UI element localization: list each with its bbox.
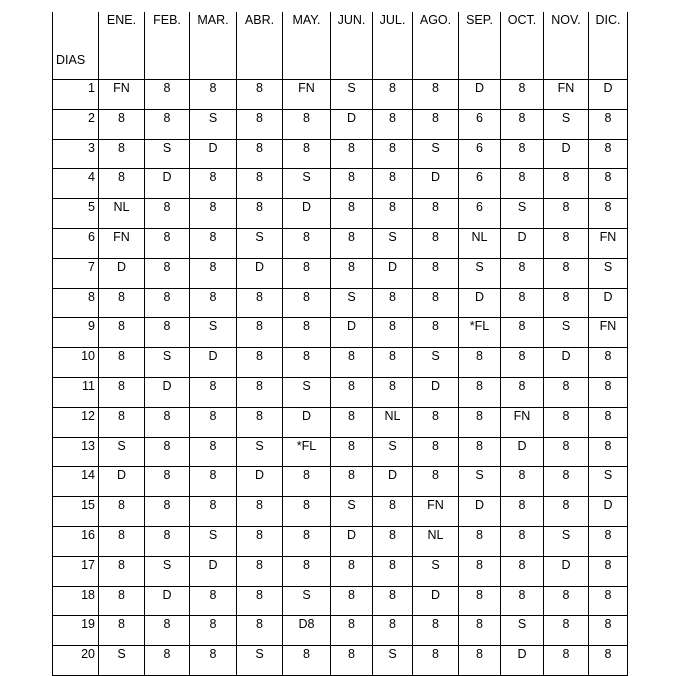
table-cell: 8 xyxy=(589,199,628,229)
table-cell: 8 xyxy=(373,109,413,139)
table-cell: S xyxy=(413,556,459,586)
table-cell: 8 xyxy=(190,586,237,616)
table-cell: 8 xyxy=(589,556,628,586)
day-number: 7 xyxy=(53,258,99,288)
table-cell: D xyxy=(501,646,544,676)
table-cell: 8 xyxy=(237,616,283,646)
table-cell: 8 xyxy=(283,497,331,527)
table-cell: 8 xyxy=(589,586,628,616)
table-cell: 8 xyxy=(413,228,459,258)
table-cell: 8 xyxy=(237,526,283,556)
table-cell: 6 xyxy=(459,169,501,199)
table-cell: 8 xyxy=(99,556,145,586)
table-cell: 8 xyxy=(145,407,190,437)
table-cell: D xyxy=(501,437,544,467)
table-cell: 8 xyxy=(331,467,373,497)
table-cell: 8 xyxy=(145,437,190,467)
table-cell: S xyxy=(283,169,331,199)
table-cell: 8 xyxy=(373,526,413,556)
day-number: 8 xyxy=(53,288,99,318)
table-cell: 8 xyxy=(459,616,501,646)
table-cell: 8 xyxy=(283,526,331,556)
table-cell: D xyxy=(331,109,373,139)
table-cell: NL xyxy=(99,199,145,229)
table-cell: S xyxy=(589,467,628,497)
table-cell: FN xyxy=(283,80,331,110)
day-number: 10 xyxy=(53,348,99,378)
table-cell: 8 xyxy=(589,526,628,556)
table-row xyxy=(53,437,628,467)
table-cell: 8 xyxy=(413,646,459,676)
table-cell: 8 xyxy=(190,258,237,288)
table-cell: 8 xyxy=(145,80,190,110)
table-cell: 8 xyxy=(501,169,544,199)
table-cell: 8 xyxy=(373,80,413,110)
table-cell: 8 xyxy=(145,288,190,318)
table-cell: 8 xyxy=(283,258,331,288)
table-cell: D xyxy=(99,258,145,288)
table-cell: 8 xyxy=(544,616,589,646)
table-cell: *FL xyxy=(283,437,331,467)
day-number: 14 xyxy=(53,467,99,497)
table-cell: D xyxy=(283,199,331,229)
table-cell: 8 xyxy=(501,109,544,139)
table-cell: S xyxy=(589,258,628,288)
table-cell: 8 xyxy=(413,199,459,229)
table-cell: 8 xyxy=(331,169,373,199)
table-cell: 8 xyxy=(99,109,145,139)
table-cell: 8 xyxy=(373,556,413,586)
table-cell: S xyxy=(544,318,589,348)
table-cell: S xyxy=(544,109,589,139)
table-cell: D xyxy=(237,467,283,497)
month-header: DIC. xyxy=(589,12,628,80)
table-cell: 8 xyxy=(589,377,628,407)
day-number: 13 xyxy=(53,437,99,467)
table-cell: 8 xyxy=(99,407,145,437)
table-cell: 8 xyxy=(589,407,628,437)
table-cell: 8 xyxy=(459,407,501,437)
month-header: NOV. xyxy=(544,12,589,80)
table-cell: 8 xyxy=(237,348,283,378)
table-cell: 8 xyxy=(237,80,283,110)
day-number: 2 xyxy=(53,109,99,139)
table-cell: 8 xyxy=(501,377,544,407)
table-cell: D xyxy=(589,288,628,318)
table-cell: S xyxy=(413,139,459,169)
table-cell: 8 xyxy=(190,199,237,229)
table-cell: S xyxy=(145,348,190,378)
day-number: 16 xyxy=(53,526,99,556)
table-cell: 8 xyxy=(501,288,544,318)
table-cell: 8 xyxy=(331,377,373,407)
table-cell: NL xyxy=(373,407,413,437)
table-cell: 8 xyxy=(544,258,589,288)
table-cell: 8 xyxy=(283,139,331,169)
table-cell: S xyxy=(373,228,413,258)
table-cell: 8 xyxy=(331,407,373,437)
table-row xyxy=(53,109,628,139)
table-cell: S xyxy=(145,556,190,586)
table-row xyxy=(53,616,628,646)
table-cell: 8 xyxy=(413,467,459,497)
table-row xyxy=(53,407,628,437)
table-cell: 8 xyxy=(99,348,145,378)
table-cell: S xyxy=(190,109,237,139)
table-row xyxy=(53,318,628,348)
table-cell: 8 xyxy=(501,526,544,556)
table-cell: 8 xyxy=(190,437,237,467)
table-cell: 8 xyxy=(589,646,628,676)
table-cell: 8 xyxy=(459,377,501,407)
table-cell: FN xyxy=(99,228,145,258)
table-cell: S xyxy=(501,616,544,646)
table-cell: 8 xyxy=(501,318,544,348)
table-cell: 8 xyxy=(501,586,544,616)
table-cell: D xyxy=(544,348,589,378)
table-row xyxy=(53,526,628,556)
day-number: 11 xyxy=(53,377,99,407)
table-row xyxy=(53,586,628,616)
table-cell: S xyxy=(190,526,237,556)
table-cell: 8 xyxy=(145,616,190,646)
table-cell: 8 xyxy=(99,169,145,199)
table-cell: 6 xyxy=(459,109,501,139)
day-number: 12 xyxy=(53,407,99,437)
table-cell: 8 xyxy=(544,586,589,616)
day-number: 17 xyxy=(53,556,99,586)
table-cell: S xyxy=(459,467,501,497)
table-cell: 8 xyxy=(413,80,459,110)
table-row xyxy=(53,467,628,497)
table-cell: 8 xyxy=(190,497,237,527)
table-cell: 8 xyxy=(589,616,628,646)
table-row xyxy=(53,199,628,229)
table-cell: 8 xyxy=(283,109,331,139)
table-cell: FN xyxy=(99,80,145,110)
table-cell: 8 xyxy=(373,199,413,229)
table-row xyxy=(53,139,628,169)
table-cell: 8 xyxy=(237,556,283,586)
table-cell: *FL xyxy=(459,318,501,348)
table-cell: S xyxy=(283,377,331,407)
table-cell: 8 xyxy=(544,199,589,229)
table-cell: 8 xyxy=(373,586,413,616)
day-number: 18 xyxy=(53,586,99,616)
day-number: 9 xyxy=(53,318,99,348)
table-cell: FN xyxy=(589,228,628,258)
table-cell: 8 xyxy=(544,407,589,437)
table-cell: D xyxy=(544,139,589,169)
month-header: OCT. xyxy=(501,12,544,80)
table-cell: D xyxy=(501,228,544,258)
table-cell: 8 xyxy=(373,616,413,646)
table-cell: 8 xyxy=(544,437,589,467)
table-cell: 8 xyxy=(413,258,459,288)
table-cell: 8 xyxy=(501,258,544,288)
table-row xyxy=(53,258,628,288)
table-cell: 8 xyxy=(373,318,413,348)
day-number: 20 xyxy=(53,646,99,676)
table-cell: S xyxy=(145,139,190,169)
table-cell: 8 xyxy=(145,199,190,229)
table-cell: FN xyxy=(413,497,459,527)
table-cell: 8 xyxy=(190,616,237,646)
table-cell: S xyxy=(544,526,589,556)
table-cell: D xyxy=(331,318,373,348)
table-cell: 8 xyxy=(237,586,283,616)
table-cell: 8 xyxy=(544,646,589,676)
table-cell: D xyxy=(190,556,237,586)
table-cell: 8 xyxy=(331,556,373,586)
table-cell: 8 xyxy=(459,526,501,556)
table-cell: D xyxy=(459,288,501,318)
table-cell: 8 xyxy=(544,228,589,258)
table-cell: 8 xyxy=(237,288,283,318)
table-cell: 6 xyxy=(459,139,501,169)
month-header: ENE. xyxy=(99,12,145,80)
table-cell: 8 xyxy=(99,526,145,556)
day-number: 5 xyxy=(53,199,99,229)
month-header: MAR. xyxy=(190,12,237,80)
table-cell: 8 xyxy=(145,526,190,556)
table-cell: 8 xyxy=(544,467,589,497)
table-row xyxy=(53,646,628,676)
table-cell: 8 xyxy=(145,228,190,258)
table-cell: 8 xyxy=(373,139,413,169)
table-cell: D xyxy=(589,80,628,110)
table-cell: 8 xyxy=(459,586,501,616)
table-cell: 8 xyxy=(237,109,283,139)
table-cell: D xyxy=(283,407,331,437)
table-cell: D xyxy=(413,169,459,199)
table-row xyxy=(53,169,628,199)
table-cell: 8 xyxy=(237,169,283,199)
table-cell: S xyxy=(373,437,413,467)
month-header: JUL. xyxy=(373,12,413,80)
table-cell: D xyxy=(237,258,283,288)
table-cell: 8 xyxy=(459,646,501,676)
table-cell: S xyxy=(331,80,373,110)
table-cell: 8 xyxy=(544,169,589,199)
table-cell: S xyxy=(237,437,283,467)
table-cell: D8 xyxy=(283,616,331,646)
table-cell: S xyxy=(373,646,413,676)
table-cell: 8 xyxy=(283,348,331,378)
month-header: AGO. xyxy=(413,12,459,80)
table-cell: 8 xyxy=(190,646,237,676)
month-header: JUN. xyxy=(331,12,373,80)
table-cell: 8 xyxy=(190,377,237,407)
table-row xyxy=(53,288,628,318)
table-cell: D xyxy=(145,169,190,199)
table-cell: 8 xyxy=(413,407,459,437)
table-cell: 8 xyxy=(501,348,544,378)
table-cell: 8 xyxy=(145,258,190,288)
table-cell: 8 xyxy=(145,318,190,348)
table-cell: 8 xyxy=(190,228,237,258)
table-cell: 8 xyxy=(331,437,373,467)
table-cell: 8 xyxy=(145,467,190,497)
table-cell: 8 xyxy=(283,318,331,348)
table-cell: 8 xyxy=(501,80,544,110)
table-cell: 8 xyxy=(589,348,628,378)
month-header: FEB. xyxy=(145,12,190,80)
table-cell: 8 xyxy=(331,646,373,676)
table-cell: D xyxy=(413,586,459,616)
table-cell: 8 xyxy=(413,616,459,646)
table-cell: 8 xyxy=(145,497,190,527)
table-cell: 8 xyxy=(501,467,544,497)
schedule-table xyxy=(52,12,628,676)
table-cell: 8 xyxy=(190,288,237,318)
table-cell: 8 xyxy=(99,318,145,348)
table-cell: 8 xyxy=(373,377,413,407)
table-cell: D xyxy=(99,467,145,497)
table-cell: S xyxy=(99,437,145,467)
day-number: 4 xyxy=(53,169,99,199)
table-cell: 8 xyxy=(589,109,628,139)
table-cell: 8 xyxy=(283,467,331,497)
table-cell: 8 xyxy=(190,407,237,437)
table-cell: D xyxy=(145,377,190,407)
table-cell: 8 xyxy=(459,437,501,467)
table-cell: S xyxy=(190,318,237,348)
day-number: 15 xyxy=(53,497,99,527)
table-row xyxy=(53,556,628,586)
table-cell: 8 xyxy=(331,616,373,646)
table-cell: D xyxy=(145,586,190,616)
table-cell: 8 xyxy=(237,497,283,527)
table-cell: FN xyxy=(544,80,589,110)
table-cell: 8 xyxy=(190,169,237,199)
table-cell: 8 xyxy=(413,318,459,348)
table-cell: D xyxy=(459,80,501,110)
table-cell: 8 xyxy=(589,437,628,467)
table-cell: 8 xyxy=(331,348,373,378)
table-cell: 8 xyxy=(283,228,331,258)
table-cell: 8 xyxy=(413,109,459,139)
dias-header: DIAS xyxy=(53,12,99,80)
table-cell: 8 xyxy=(145,646,190,676)
table-cell: 8 xyxy=(544,377,589,407)
table-cell: 8 xyxy=(413,437,459,467)
table-row xyxy=(53,228,628,258)
table-cell: FN xyxy=(589,318,628,348)
table-cell: 8 xyxy=(459,348,501,378)
day-number: 3 xyxy=(53,139,99,169)
table-cell: 8 xyxy=(373,348,413,378)
table-cell: 8 xyxy=(99,586,145,616)
table-cell: 8 xyxy=(331,586,373,616)
table-cell: 8 xyxy=(283,556,331,586)
table-cell: 8 xyxy=(283,646,331,676)
table-cell: S xyxy=(283,586,331,616)
month-header: MAY. xyxy=(283,12,331,80)
table-cell: 8 xyxy=(501,497,544,527)
table-cell: 8 xyxy=(99,139,145,169)
table-cell: 8 xyxy=(589,169,628,199)
table-cell: 8 xyxy=(99,377,145,407)
table-cell: 8 xyxy=(99,288,145,318)
table-cell: D xyxy=(373,258,413,288)
table-cell: S xyxy=(237,228,283,258)
table-row xyxy=(53,348,628,378)
table-cell: D xyxy=(190,348,237,378)
table-cell: S xyxy=(459,258,501,288)
table-cell: 8 xyxy=(544,497,589,527)
table-cell: S xyxy=(99,646,145,676)
table-cell: D xyxy=(413,377,459,407)
table-cell: 8 xyxy=(237,318,283,348)
day-number: 1 xyxy=(53,80,99,110)
table-row xyxy=(53,377,628,407)
table-cell: 8 xyxy=(501,556,544,586)
table-cell: 8 xyxy=(283,288,331,318)
table-row xyxy=(53,80,628,110)
table-cell: NL xyxy=(413,526,459,556)
table-cell: 8 xyxy=(544,288,589,318)
table-cell: S xyxy=(331,497,373,527)
table-cell: 8 xyxy=(413,288,459,318)
month-header: ABR. xyxy=(237,12,283,80)
table-cell: 8 xyxy=(237,377,283,407)
table-row xyxy=(53,497,628,527)
table-cell: 8 xyxy=(459,556,501,586)
table-cell: 8 xyxy=(237,407,283,437)
table-cell: D xyxy=(190,139,237,169)
table-cell: NL xyxy=(459,228,501,258)
table-cell: 8 xyxy=(373,169,413,199)
table-cell: 8 xyxy=(99,497,145,527)
table-cell: 8 xyxy=(331,258,373,288)
table-cell: 8 xyxy=(373,288,413,318)
table-cell: S xyxy=(237,646,283,676)
table-cell: 8 xyxy=(237,139,283,169)
table-cell: D xyxy=(459,497,501,527)
table-cell: FN xyxy=(501,407,544,437)
table-cell: 8 xyxy=(331,139,373,169)
table-cell: 8 xyxy=(331,199,373,229)
table-cell: 8 xyxy=(331,228,373,258)
header-row xyxy=(53,12,628,80)
table-cell: 8 xyxy=(99,616,145,646)
table-cell: 8 xyxy=(190,80,237,110)
table-cell: S xyxy=(331,288,373,318)
table-cell: 8 xyxy=(237,199,283,229)
table-cell: 8 xyxy=(190,467,237,497)
table-cell: 6 xyxy=(459,199,501,229)
table-cell: S xyxy=(413,348,459,378)
table-cell: 8 xyxy=(589,139,628,169)
day-number: 19 xyxy=(53,616,99,646)
table-cell: D xyxy=(373,467,413,497)
day-number: 6 xyxy=(53,228,99,258)
table-cell: D xyxy=(589,497,628,527)
table-cell: 8 xyxy=(145,109,190,139)
table-cell: D xyxy=(544,556,589,586)
month-header: SEP. xyxy=(459,12,501,80)
table-cell: 8 xyxy=(373,497,413,527)
table-cell: S xyxy=(501,199,544,229)
table-cell: 8 xyxy=(501,139,544,169)
table-cell: D xyxy=(331,526,373,556)
